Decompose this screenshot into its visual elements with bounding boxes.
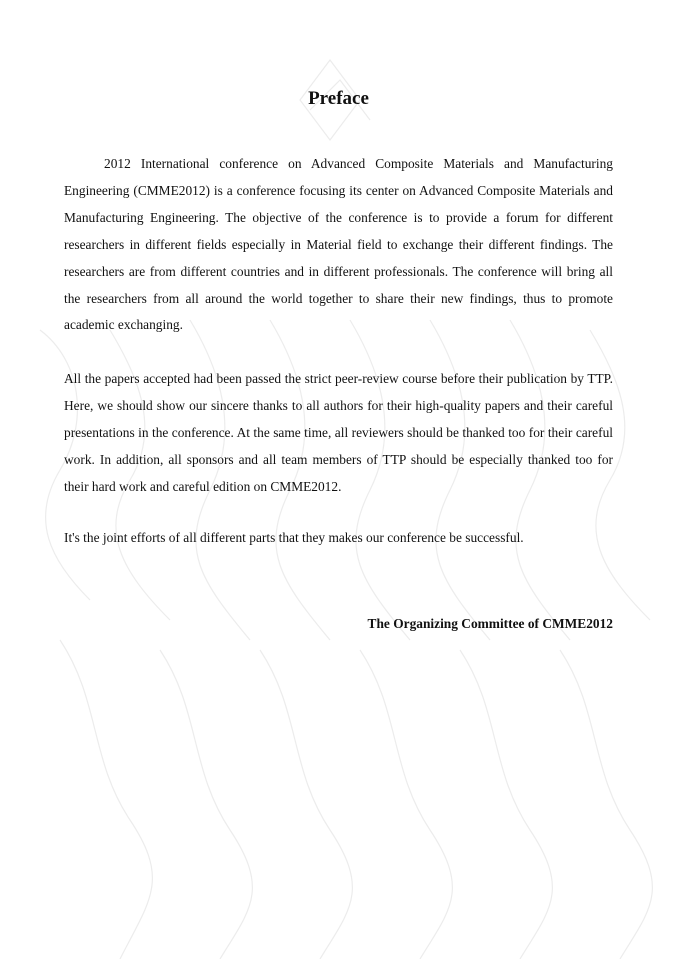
signature: The Organizing Committee of CMME2012: [367, 616, 613, 631]
preface-paragraph-3: It's the joint efforts of all different parts that they makes our conference be successful.: [64, 530, 524, 545]
preface-paragraph-2: All the papers accepted had been passed the strict peer-review course before their publication by TTP. Here, we should show our sincere thanks to all authors for their high-quality papers and their careful presentations in the conference. At the same time, all reviewers should be thanked too for their careful work. In addition, all sponsors and all team members of TTP should be especially thanked too for their hard work and careful edition on CMME2012.: [64, 371, 613, 494]
preface-paragraph-1: 2012 International conference on Advanced Composite Materials and Manufacturing Engineering (CMME2012) is a conference focusing its center on Advanced Composite Materials and Manufacturing Engineering. The objective of the conference is to provide a forum for different researchers in different fields especially in Material field to exchange their different findings. The researchers are from different countries and in different professionals. The conference will bring all the researchers from all around the world together to share their new findings, thus to promote academic exchanging.: [64, 156, 613, 333]
page-title: Preface: [308, 88, 369, 109]
